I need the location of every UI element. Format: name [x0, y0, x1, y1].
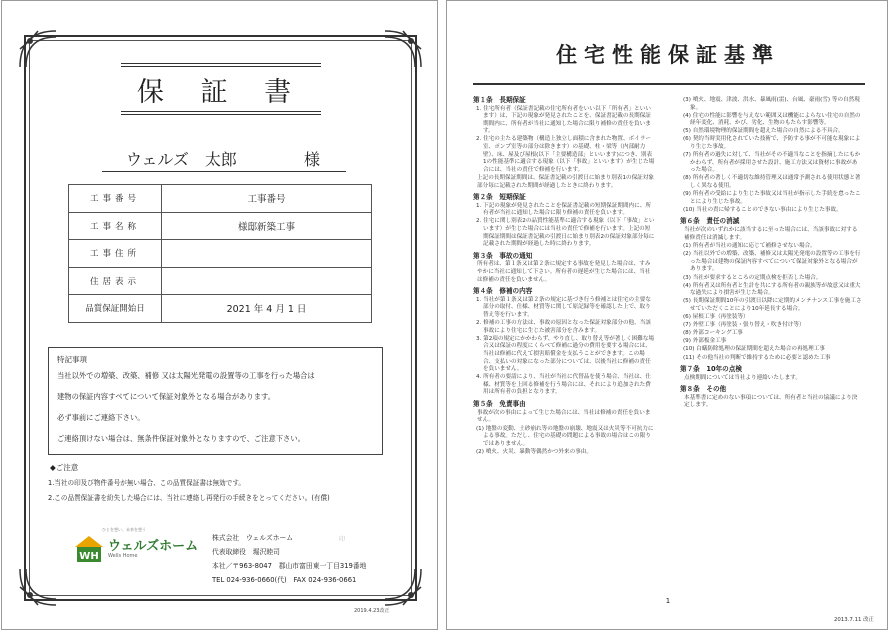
article-line: 2. 修補の工事の方法は、事故の原因となった保証対象部分の他、当該事故により住宅に生じた被害部分を含みます。: [476, 320, 651, 334]
article-line: 事故が次の事由によって生じた場合には、当社は修補の責任を負いません。: [477, 409, 651, 424]
article-line: 当社が次のいずれかに該当するに至った場合には、当該事故に対する補修責任は消滅します。: [684, 227, 858, 241]
article-line: (10) 白蟻防除処理の保証期間を超えた場合の再処理工事: [683, 346, 825, 353]
ornament-icon: [381, 27, 425, 71]
article-line: (6) 屋根工事（再塗装等）: [683, 314, 749, 321]
article-line: (1) 地盤の変動、土砂崩れ等の地盤の崩壊、地震又は火災等不可抗力による事故。ただし、住宅の基礎の問題による事故の場合はこの限りではありません。: [476, 425, 654, 447]
row-label: 品質保証開始日: [69, 295, 162, 323]
table-row: [69, 267, 372, 295]
article-line: (8) 外部コーキング工事: [683, 330, 743, 337]
ornament-icon: [16, 27, 60, 71]
article-heading: 第６条 責任の消滅: [680, 217, 740, 226]
special-note-line: 当社以外での増築、改築、補修 又は太陽光発電の設置等の工事を行った場合は: [57, 371, 315, 380]
customer-name: ウェルズ 太郎: [126, 150, 237, 169]
row-value: [162, 267, 372, 295]
article-line: 2. 住宅の主たる建築物（構造上独立し面積に含まれた物置、ボイラー室、ポンプ室等の部分は除きます）の基礎、柱・梁等（内部耐力壁）、床、屋及び屋根(以下「主要構造部」といいます)につき、別表1の性能基準に適合する現象（以下「事故」といいます）が生じた場合には、当社の責任で修補を行います。: [476, 136, 655, 173]
special-notes-title: 特記事項: [57, 355, 87, 364]
article-line: (5) 自然環境物理的保証期間を超えた場合の自然による不具合。: [683, 128, 844, 135]
article-line: (9) 所有者の受給により生じた事故又は当社が指示した手続を怠ったことにより生じた事故。: [683, 191, 861, 205]
logo-tagline: ひとを想い、未来を想う: [102, 527, 146, 532]
row-label: 工事住所: [69, 240, 162, 268]
article-line: (1) 所有者が当社の通知に応じて補修させない場合。: [683, 243, 816, 250]
ornament-icon: [381, 565, 425, 609]
article-line: (11) その他当社の判断で維持するために必要と認めた工事: [683, 354, 831, 361]
customer-name-line: [102, 145, 346, 172]
article-line: (7) 所有者の過失に対して、当社がその不適当なことを指摘したにもかかわらず、所有者が採用させた設計、施工方法又は資材に事故があった場合。: [683, 152, 861, 174]
article-line: 2. 住宅に関し別表2の品質性能基準に適合する現象（以下「事故」といいます）が生じた場合には当社の責任で修補を行います。上記の短期保証期間は保証書記載の引渡日に始まり別表2の保証対象部分毎に記載された期間が経過した時に終わります。: [476, 218, 655, 248]
article-line: (8) 所有者の著しく不適切な維持管理又は通常予測される使用状態と著しく異なる使用。: [683, 175, 861, 190]
company-name: 株式会社 ウェルズホーム: [212, 534, 294, 542]
special-notes-box: [48, 347, 383, 455]
warranty-certificate-page: [1, 0, 438, 630]
row-value: [162, 240, 372, 268]
table-row: [69, 185, 372, 213]
table-row: [69, 240, 372, 268]
standards-right-column: [680, 97, 862, 411]
special-note-line: ご連絡頂けない場合は、無条件保証対象外となりますので、ご注意下さい。: [57, 434, 305, 443]
row-label: 住居表示: [69, 267, 162, 295]
article-line: 点検期間については当社より連絡いたします。: [684, 374, 801, 381]
ornament-icon: [16, 565, 60, 609]
table-row: [69, 212, 372, 240]
page-number: 1: [665, 597, 671, 605]
table-row: [69, 295, 372, 323]
article-line: (10) 当社の責に帰することのできない事由により生じた事故。: [683, 206, 842, 213]
company-address: 本社／〒963-8047 郡山市富田東一丁目319番地: [212, 562, 367, 570]
article-line: 4. 所有者の要請により、当社が当社に代替品を使う場合、当社は、仕様、材質等を上回る修補を行う場合には、それにより追加された費用は所有者の負担となります。: [476, 374, 651, 396]
row-value: 工事番号: [162, 185, 372, 213]
article-heading: 第３条 事故の通知: [473, 251, 533, 260]
article-heading: 第７条 10年の点検: [680, 365, 742, 374]
article-line: (4) 所有者又は所有者と生計を共にする所有者の親族等が故意又は重大な過失により損害が生じた場合。: [683, 282, 861, 297]
article-line: 本基準書に定めのない事項については、所有者と当社の協議により決定します。: [684, 394, 858, 409]
company-logo-sub: Wells Home: [108, 553, 138, 559]
row-value: 2021 年 4 月 1 日: [162, 295, 372, 323]
article-line: 1. 住宅所有者（保証書記載の住宅所有者をいい以下「所有者」といいます）は、下記の現象が発見されたことを、保証書記載の長期保証期間内に、所有者が当社に通知した場合に限り補修の責任を負います。: [476, 105, 651, 135]
company-phone: TEL 024-936-0660(代) FAX 024-936-0661: [212, 576, 357, 584]
note-line: 1.当社の印及び物件番号が無い場合、この品質保証書は無効です。: [48, 479, 245, 487]
article-line: (6) 契約当時実用化されていた技術で、予防する事が不可能な現象により生じた事故。: [683, 136, 861, 151]
seal-mark: 印: [339, 536, 346, 543]
article-line: (9) 外部板金工事: [683, 338, 727, 345]
note-line: 2.この品質保証書を紛失した場合には、当社に連絡し再発行の手続きをとってください。(有償): [48, 494, 330, 502]
certificate-title: 保 証 書: [121, 63, 321, 115]
company-logo-icon: [74, 535, 104, 563]
article-heading: 第１条 長期保証: [473, 96, 526, 104]
title-divider: [473, 83, 865, 85]
article-heading: 第８条 その他: [680, 385, 727, 394]
article-line: 3. 第2項の規定にかかわらず、やり直し、取り替え等が著しく困難な場合又は保証の程度にくらべて修補に過分の費用を要する場合には、当社は修補に代えて損害賠償金を支払うことができます。この場合、支払いの対象になった部分については、以後当社に修補の責任を負いません。: [476, 335, 655, 373]
svg-text:WH: WH: [79, 551, 99, 562]
standards-title: 住宅性能保証基準: [556, 42, 780, 67]
special-note-line: 建物の保証内容すべてについて保証対象外となる場合があります。: [57, 392, 276, 401]
performance-standards-page: [446, 0, 888, 630]
notes-heading: ◆ご注意: [50, 463, 79, 472]
article-line: 所有者は、第１条又は第２条に規定する事故を発見した場合は、すみやかに当社に通知して下さい。所有者の遅延が生じた場合には、当社は修補の責任を負いません。: [477, 261, 651, 283]
article-heading: 第５条 免責事由: [473, 399, 526, 408]
company-representative: 代表取締役 堀沢睦司: [212, 548, 280, 556]
revision-date: 2019.4.23改正: [354, 608, 390, 614]
article-line: (5) 長期保証期間10年の引渡日以降に定期的メンテナンス工事を施工させていただくことにより10年延長する場合。: [683, 298, 862, 312]
honorific: 様: [304, 150, 321, 169]
article-line: (2) 噴火、火災、暴動等偶然かつ外来の事由。: [476, 449, 592, 456]
standards-left-column: [473, 97, 655, 457]
article-heading: 第２条 短期保証: [473, 193, 526, 202]
article-line: (7) 外壁工事（再塗装・張り替え・吹き付け等）: [683, 322, 805, 329]
special-note-line: 必ず事前にご連絡下さい。: [57, 413, 145, 422]
article-line: 1. 当社が第１条又は第２条の規定に基づき行う修補とは住宅の主要な部分の取付、仕様、材質等に関して原記録等を確認した上で、取り替え等を行います。: [476, 296, 651, 318]
standards-revision: 2013.7.11 改正: [834, 617, 874, 623]
project-info-table: [68, 184, 372, 323]
article-line: (3) 噴火、地震、津波、洪水、暴風雨(雷)、台風、豪雨(雪) 等の自然現象。: [683, 97, 860, 111]
row-label: 工事名称: [69, 212, 162, 240]
article-line: 1. 下記の現象が発見されたことを保証書記載の短期保証期間内に、所有者が当社に通知した場合に限り修補の責任を負います。: [476, 202, 651, 217]
article-line: (4) 住宅の性能に影響を与えない範囲又は機能によらない住宅の自然の経年変化、消耗、かび、劣化、生物のもたらす影響等。: [683, 112, 861, 127]
article-line: (3) 当社が要求するところの定期点検を拒否した場合。: [683, 274, 822, 281]
article-line: 上記の長期保証期間は、保証書記載の引渡日に始まり別表1の保証対象部分毎に記載された期間が経過したときに終わります。: [477, 174, 654, 189]
row-value: 様邸新築工事: [162, 212, 372, 240]
article-heading: 第４条 修補の内容: [473, 287, 533, 296]
company-logo-text: ウェルズホーム: [108, 539, 199, 554]
article-line: (2) 当社以外での増築、改築、補修又は太陽光発電の設置等の工事を行った場合は建物の保証内容すべてについて保証対象外となる場合があります。: [683, 251, 861, 273]
row-label: 工事番号: [69, 185, 162, 213]
